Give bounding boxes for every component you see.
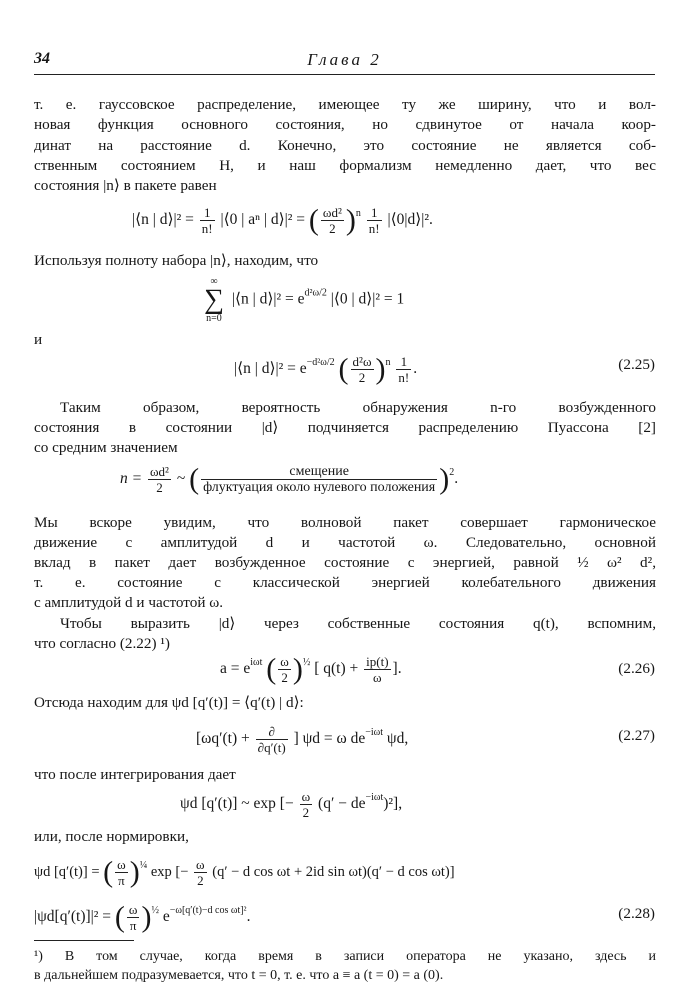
text-line: т. е. гауссовское распределение, имеющее ту же ширину, что и вол- [34,96,656,113]
text-line: и [34,331,43,348]
text-line: или, после нормировки, [34,828,189,845]
text-line: Используя полноту набора |n⟩, находим, что [34,252,319,269]
text-line: со средним значением [34,439,178,456]
text-line: движение с амплитудой d и частотой ω. Следовательно, основной [34,534,656,551]
chapter-title: Глава 2 [307,50,382,69]
equation-number: (2.28) [618,905,655,922]
text-line: ственным состоянием H, и наш формализм немедленно дает, что вес [34,157,656,174]
equation-mean: n = $\frac{\text{ωd²}}{2}$ ~ ( смещение флуктуация около нулевого положения )$^2$. [120,462,459,496]
equation-2-25: |⟨n | d⟩|² = $e^{-d^2\omega/2}$ ( $\frac{\text{d²ω}}{2}$ )$^n$ $\frac{1}{n!}$ . [234,352,418,386]
footnote-separator [34,940,134,941]
page-header [34,48,655,75]
text-line: состояния |n⟩ в пакете равен [34,177,217,194]
text-line: состояния в состоянии |d⟩ подчиняется распределению Пуассона [2] [34,419,656,436]
text-line: Отсюда находим для ψd [q′(t)] = ⟨q′(t) | d⟩: [34,694,304,711]
page-number: 34 [34,50,50,67]
equation-2-26: $a = e^{i\omega t}$ ( $\frac{\omega}{2}$ )$^{\frac{1}{2}}$ [ q(t) + $\frac{ip(t)}{\omega}$ ]. [220,652,402,686]
equation-2-28: |ψd[q′(t)]|² = ( $\frac{\omega}{\pi}$ )$^{\frac{1}{2}}$ $e^{-\omega[q'(t)-d cos \omega t]^2}$. [34,900,251,934]
text-line: вклад в пакет дает возбужденное состояние с энергией, равной ½ ω² d², [34,554,656,571]
equation-number: (2.27) [618,727,655,744]
equation-sum: ∞ ∑ n=0 |⟨n | d⟩|² = $e^{d^2\omega/2}$ |⟨0 | d⟩|² = 1 [204,276,405,324]
footnote-line: ¹) В том случае, когда время в записи оператора не указано, здесь и [34,949,656,964]
equation-weight: |⟨n | d⟩|² = $\frac{1}{n!}$ |⟨0 | aⁿ | d⟩|² = ( $\frac{\text{ωd²}}{2}$ )$^n$ $\frac{1}{n!}$ |⟨0|d⟩|². [132,203,433,237]
text-line: что после интегрирования дает [34,766,236,783]
text-line: Таким образом, вероятность обнаружения n-го возбужденного [60,399,656,416]
text-line: т. е. состояние с классической энергией колебательного движения [34,574,656,591]
text-line: что согласно (2.22) ¹) [34,635,170,652]
equation-number: (2.25) [618,356,655,373]
text-line: с амплитудой d и частотой ω. [34,594,224,611]
equation-psi-exp: ψd [q′(t)] ~ exp [− $\frac{\omega}{2}$ $(q' - de^{-i\omega t})^2$], [180,788,403,820]
text-line: динат на расстояние d. Конечно, это состояние не является соб- [34,137,656,154]
text-line: новая функция основного состояния, но сдвинутое от начала коор- [34,116,656,133]
footnote-line: в дальнейшем подразумевается, что t = 0, т. е. что a ≡ a (t = 0) = a (0). [34,968,444,983]
text-line: Чтобы выразить |d⟩ через собственные состояния q(t), вспомним, [60,615,656,632]
equation-number: (2.26) [618,660,655,677]
text-line: Мы вскоре увидим, что волновой пакет совершает гармоническое [34,514,656,531]
equation-psi-normalized: ψd [q′(t)] = ( $\frac{\omega}{\pi}$ )$^{\frac{1}{4}}$ exp [− $\frac{\omega}{2}$ (q′ − d cos ωt + 2id sin ωt)(q′ − d cos ωt)] [34,855,455,889]
equation-2-27: [ωq′(t) + ∂ ∂q′(t) ] ψd = ω $de^{-i\omega t}$ ψd, [196,723,409,755]
